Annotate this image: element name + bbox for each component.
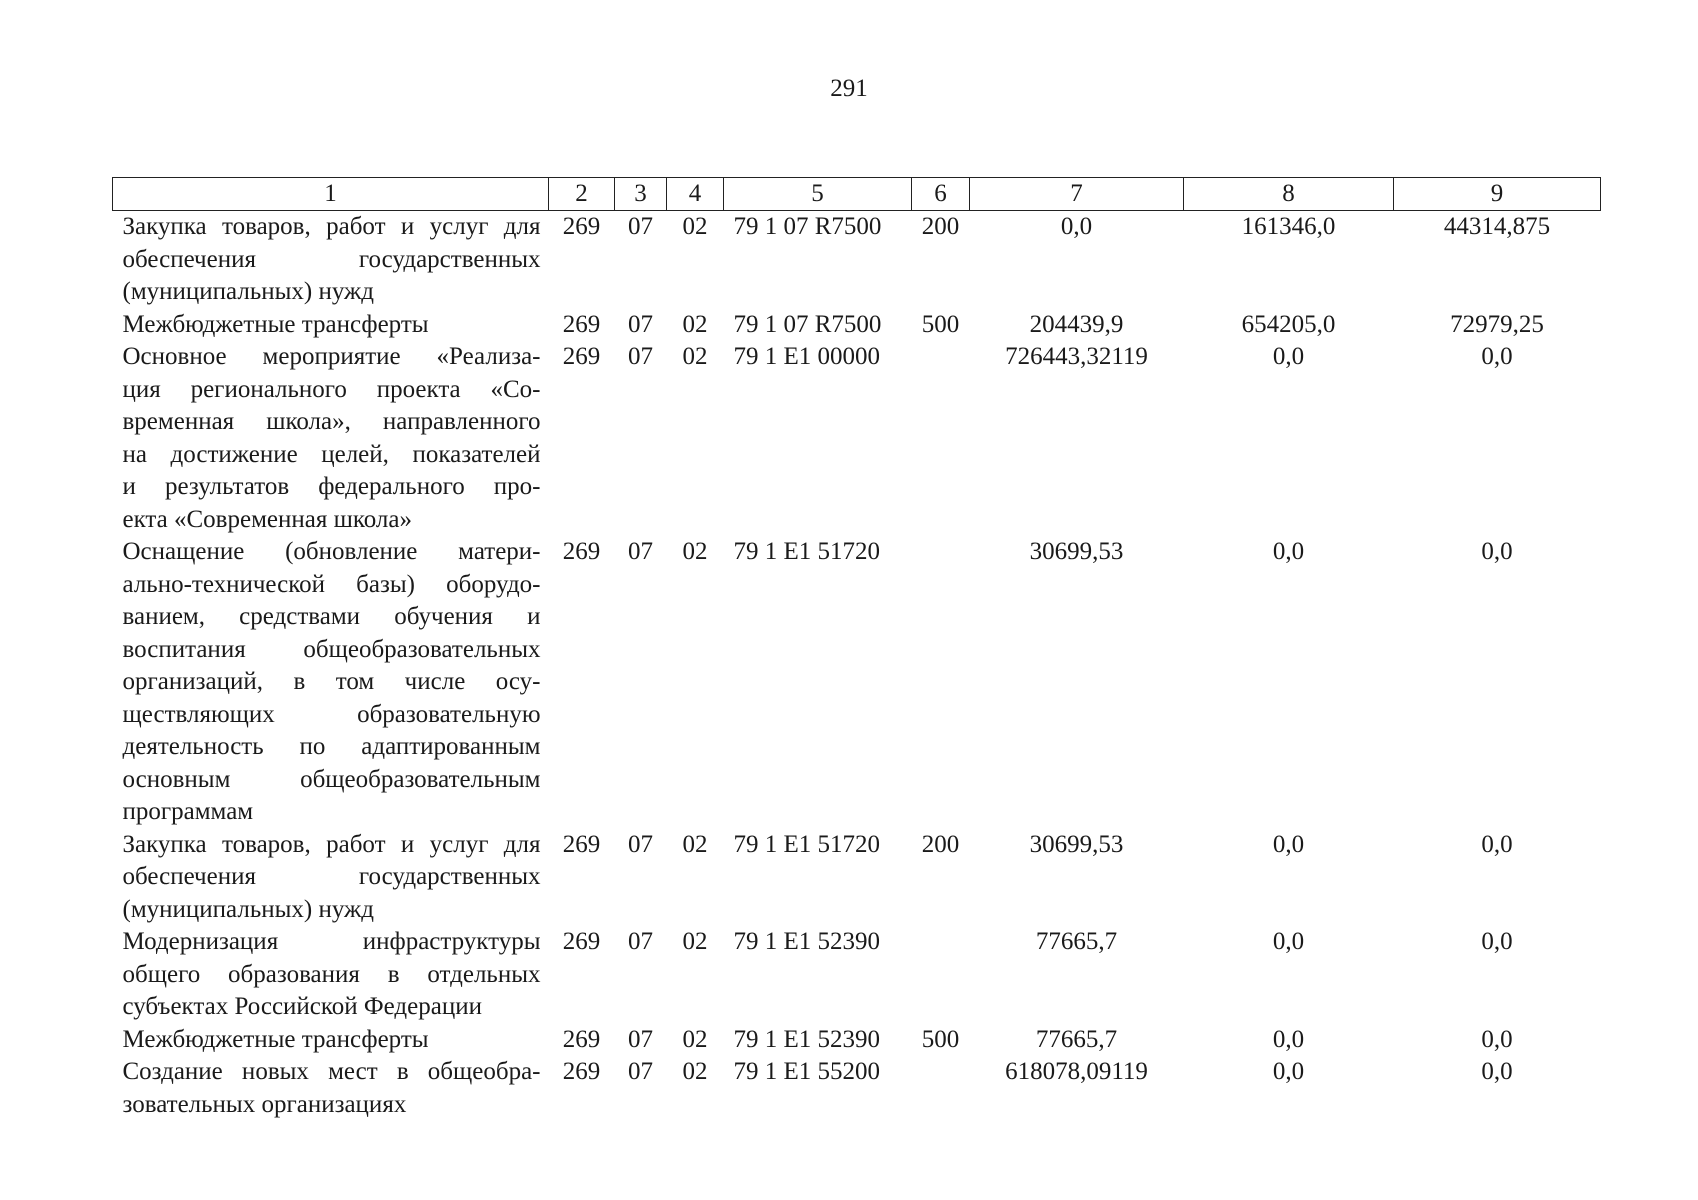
cell-subsection: 02: [682, 213, 708, 240]
table-row: [113, 829, 1601, 927]
cell-target-article: 79 1 07 R7500: [733, 213, 882, 240]
cell-section: 07: [628, 538, 653, 565]
cell-department: 269: [562, 213, 601, 240]
column-header-1: 1: [113, 178, 549, 211]
cell-name-line: Создание новых мест в общеобра-: [122, 1058, 541, 1085]
cell-amount-year-2: 161346,0: [1241, 213, 1336, 240]
cell-department: 269: [562, 928, 601, 955]
cell-amount-year-3: 0,0: [1481, 538, 1513, 565]
budget-table: [112, 177, 1601, 1121]
cell-department: 269: [562, 1058, 601, 1085]
cell-target-article: 79 1 E1 52390: [733, 1025, 881, 1053]
cell-target-article: 79 1 E1 55200: [733, 1058, 881, 1085]
cell-name-line: ция регионального проекта «Со-: [122, 375, 541, 403]
cell-subsection: 02: [682, 1058, 708, 1085]
cell-target-article: 79 1 E1 51720: [733, 538, 881, 565]
column-header-7: 7: [970, 178, 1184, 211]
cell-amount-year-1: 30699,53: [1029, 830, 1124, 858]
cell-name-line: (муниципальных) нужд: [122, 278, 375, 305]
cell-name-line: общего образования в отдельных: [122, 960, 541, 988]
cell-name: [113, 536, 549, 829]
column-header-4: 4: [667, 178, 724, 211]
table-row: [113, 926, 1601, 1024]
cell-section: 07: [628, 1058, 653, 1085]
cell-name-line: на достижение целей, показателей: [122, 440, 541, 468]
cell-amount-year-1: 77665,7: [1035, 928, 1118, 955]
cell-department: 269: [562, 1025, 601, 1053]
cell-expense-type: 500: [921, 1025, 960, 1053]
cell-target-article: 79 1 E1 52390: [733, 928, 881, 955]
column-header-8: 8: [1184, 178, 1394, 211]
cell-amount-year-2: 0,0: [1272, 928, 1305, 955]
cell-department: 269: [562, 343, 601, 370]
cell-name-line: (муниципальных) нужд: [122, 895, 375, 923]
cell-department: 269: [562, 830, 601, 858]
cell-target-article: 79 1 07 R7500: [733, 310, 882, 338]
cell-subsection: 02: [682, 310, 708, 338]
cell-name-line: воспитания общеобразовательных: [122, 635, 541, 663]
cell-section: 07: [628, 310, 653, 338]
cell-section: 07: [628, 928, 653, 955]
table-body: [113, 211, 1601, 1122]
cell-expense-type: 200: [921, 213, 960, 240]
cell-name-line: ществляющих образовательную: [122, 700, 541, 728]
cell-expense-type: [912, 536, 970, 829]
cell-subsection: 02: [682, 343, 708, 370]
table-row: [113, 1024, 1601, 1057]
cell-name-line: Закупка товаров, работ и услуг для: [122, 830, 541, 858]
cell-expense-type: [912, 1056, 970, 1121]
cell-amount-year-3: 0,0: [1481, 343, 1513, 370]
cell-department: 269: [562, 538, 601, 565]
cell-name: [113, 1024, 549, 1057]
column-header-5: 5: [724, 178, 912, 211]
cell-target-article: 79 1 E1 51720: [733, 830, 881, 858]
cell-amount-year-1: 77665,7: [1035, 1025, 1118, 1053]
cell-section: 07: [628, 343, 653, 370]
column-header-3: 3: [615, 178, 667, 211]
column-header-6: 6: [912, 178, 970, 211]
cell-name: [113, 309, 549, 342]
cell-amount-year-2: 0,0: [1272, 1025, 1305, 1053]
cell-subsection: 02: [682, 1025, 708, 1053]
cell-amount-year-1: 0,0: [1060, 213, 1093, 240]
cell-name-line: программам: [122, 798, 254, 825]
cell-amount-year-2: 0,0: [1272, 343, 1305, 370]
table-header-row: [113, 178, 1601, 211]
page-number: 291: [830, 75, 868, 102]
cell-name-line: Межбюджетные трансферты: [122, 310, 429, 338]
cell-amount-year-3: 0,0: [1481, 830, 1513, 858]
cell-amount-year-2: 654205,0: [1241, 310, 1336, 338]
cell-expense-type: [912, 341, 970, 536]
cell-section: 07: [628, 1025, 653, 1053]
cell-name-line: ванием, средствами обучения и: [122, 603, 541, 630]
table-row: [113, 1056, 1601, 1121]
cell-amount-year-3: 0,0: [1481, 1058, 1513, 1085]
cell-amount-year-3: 0,0: [1481, 1025, 1513, 1053]
cell-department: 269: [562, 310, 601, 338]
cell-name: [113, 341, 549, 536]
cell-name-line: Модернизация инфраструктуры: [122, 928, 541, 955]
cell-name: [113, 1056, 549, 1121]
column-header-9: 9: [1394, 178, 1601, 211]
cell-name-line: обеспечения государственных: [122, 863, 541, 890]
cell-amount-year-2: 0,0: [1272, 538, 1305, 565]
cell-amount-year-2: 0,0: [1272, 1058, 1305, 1085]
cell-amount-year-3: 0,0: [1481, 928, 1513, 955]
cell-amount-year-1: 30699,53: [1029, 538, 1124, 565]
cell-name-line: Оснащение (обновление матери-: [122, 538, 541, 565]
cell-name-line: и результатов федерального про-: [122, 473, 541, 500]
cell-section: 07: [628, 213, 653, 240]
cell-name-line: основным общеобразовательным: [122, 765, 541, 793]
cell-amount-year-3: 72979,25: [1450, 310, 1544, 338]
cell-name: [113, 211, 549, 309]
cell-expense-type: 200: [921, 830, 960, 858]
cell-name-line: организаций, в том числе осу-: [122, 668, 541, 695]
cell-target-article: 79 1 E1 00000: [733, 343, 881, 370]
cell-amount-year-3: 44314,875: [1443, 213, 1551, 240]
cell-subsection: 02: [682, 928, 708, 955]
cell-name-line: временная школа», направленного: [122, 408, 541, 435]
cell-name: [113, 829, 549, 927]
table-row: [113, 309, 1601, 342]
cell-amount-year-2: 0,0: [1272, 830, 1305, 858]
cell-expense-type: 500: [921, 310, 960, 338]
cell-name-line: Межбюджетные трансферты: [122, 1025, 429, 1053]
cell-name: [113, 926, 549, 1024]
cell-name-line: деятельность по адаптированным: [122, 733, 541, 760]
cell-subsection: 02: [682, 538, 708, 565]
cell-section: 07: [628, 830, 653, 858]
column-header-2: 2: [549, 178, 615, 211]
cell-amount-year-1: 726443,32119: [1005, 343, 1148, 370]
cell-expense-type: [912, 926, 970, 1024]
cell-name-line: Основное мероприятие «Реализа-: [122, 343, 541, 370]
cell-name-line: ально-технической базы) оборудо-: [122, 570, 541, 598]
table-row: [113, 211, 1601, 309]
cell-name-line: екта «Современная школа»: [122, 505, 412, 533]
table-row: [113, 536, 1601, 829]
cell-subsection: 02: [682, 830, 708, 858]
cell-name-line: субъектах Российской Федерации: [122, 993, 482, 1020]
cell-name-line: Закупка товаров, работ и услуг для: [122, 213, 541, 240]
table-row: [113, 341, 1601, 536]
cell-amount-year-1: 618078,09119: [1005, 1058, 1148, 1085]
cell-amount-year-1: 204439,9: [1029, 310, 1124, 338]
cell-name-line: обеспечения государственных: [122, 245, 541, 273]
cell-name-line: зовательных организациях: [122, 1090, 407, 1118]
